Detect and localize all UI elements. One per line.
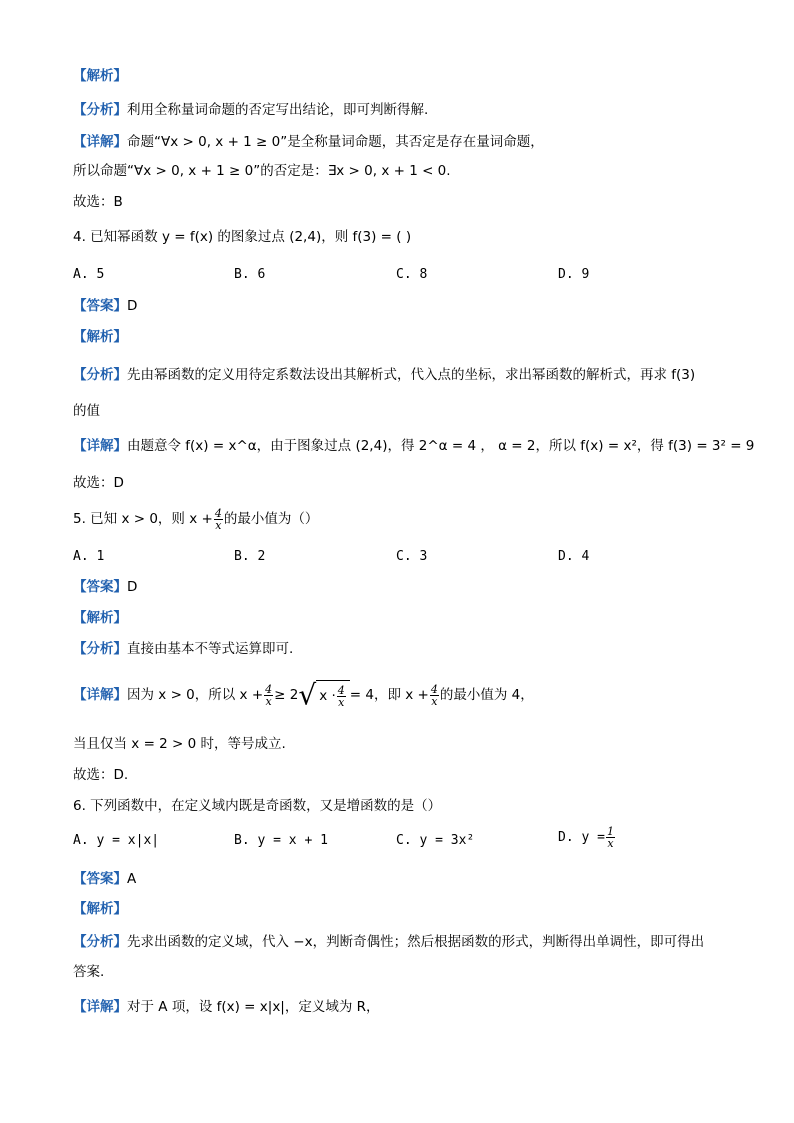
q5-detail-frac-2: $\frac{4}{x}$ bbox=[337, 684, 345, 709]
q5-fraction: $\frac{4}{x}$ bbox=[214, 507, 222, 532]
q6-options bbox=[73, 825, 733, 858]
q6-option-d: D. y = $\frac{1}{x}$ bbox=[558, 825, 614, 850]
q6-option-d-frac: $\frac{1}{x}$ bbox=[606, 825, 614, 850]
q5-option-c: C. 3 bbox=[396, 549, 428, 564]
analysis-line: 【分析】利用全称量词命题的否定写出结论，即可判断得解. bbox=[73, 102, 429, 118]
question-5: 5. 已知 x > 0，则 x + $\frac{4}{x}$ 的最小值为（） bbox=[73, 507, 319, 532]
q5-select: 故选：D. bbox=[73, 767, 129, 783]
q5-jiexi: 【解析】 bbox=[73, 610, 127, 626]
q5-detail-frac-3: $\frac{4}{x}$ bbox=[430, 683, 438, 708]
q5-detail: 【详解】因为 x > 0，所以 x + $\frac{4}{x}$ ≥ 2√ x · $\frac{4}{x}$ = 4，即 x + $\frac{4}{x}$ 的最小值为 4， bbox=[73, 678, 534, 712]
q5-option-a: A. 1 bbox=[73, 549, 105, 564]
q4-answer: 【答案】D bbox=[73, 298, 138, 314]
q4-option-b: B. 6 bbox=[234, 267, 266, 282]
q5-analysis: 【分析】直接由基本不等式运算即可. bbox=[73, 641, 294, 657]
q6-analysis: 【分析】先求出函数的定义域，代入 −x，判断奇偶性；然后根据函数的形式，判断得出单调性，即可得出 bbox=[73, 934, 705, 950]
q5-detail-frac-1: $\frac{4}{x}$ bbox=[265, 683, 273, 708]
q5-equality: 当且仅当 x = 2 > 0 时，等号成立. bbox=[73, 736, 286, 752]
q6-answer: 【答案】A bbox=[73, 871, 137, 887]
answer-select-line: 故选：B bbox=[73, 194, 123, 210]
q5-answer: 【答案】D bbox=[73, 579, 138, 595]
q6-option-b: B. y = x + 1 bbox=[234, 833, 328, 848]
sqrt-sign-icon: √ bbox=[298, 678, 317, 712]
q6-option-c: C. y = 3x² bbox=[396, 833, 475, 848]
q5-sqrt-body: x · $\frac{4}{x}$ bbox=[316, 680, 350, 711]
detail-line: 【详解】命题“∀x > 0, x + 1 ≥ 0”是全称量词命题，其否定是存在量词命题， bbox=[73, 134, 544, 150]
q4-analysis-2: 的值 bbox=[73, 403, 100, 419]
q4-option-d: D. 9 bbox=[558, 267, 590, 282]
q4-jiexi: 【解析】 bbox=[73, 329, 127, 345]
question-6: 6. 下列函数中，在定义域内既是奇函数，又是增函数的是（） bbox=[73, 798, 442, 814]
question-4: 4. 已知幂函数 y = f(x) 的图象过点 (2,4)，则 f(3) = ( ) bbox=[73, 229, 412, 245]
q4-select: 故选：D bbox=[73, 475, 124, 491]
q4-option-c: C. 8 bbox=[396, 267, 428, 282]
q4-option-a: A. 5 bbox=[73, 267, 105, 282]
section-tag-analysis: 【解析】 bbox=[73, 68, 127, 84]
q6-option-a: A. y = x|x| bbox=[73, 833, 160, 848]
detail-line-2: 所以命题“∀x > 0, x + 1 ≥ 0”的否定是：∃x > 0, x + 1 < 0. bbox=[73, 163, 451, 179]
q6-jiexi: 【解析】 bbox=[73, 901, 127, 917]
q6-detail: 【详解】对于 A 项，设 f(x) = x|x|，定义域为 R， bbox=[73, 999, 380, 1015]
q5-option-d: D. 4 bbox=[558, 549, 590, 564]
q4-analysis: 【分析】先由幂函数的定义用待定系数法设出其解析式，代入点的坐标，求出幂函数的解析式，再求 f(3) bbox=[73, 367, 696, 383]
q6-analysis-2: 答案. bbox=[73, 964, 105, 980]
q4-detail: 【详解】由题意令 f(x) = x^α，由于图象过点 (2,4)，得 2^α = 4 ， α = 2，所以 f(x) = x²，得 f(3) = 3² = 9 bbox=[73, 438, 755, 454]
q5-option-b: B. 2 bbox=[234, 549, 266, 564]
